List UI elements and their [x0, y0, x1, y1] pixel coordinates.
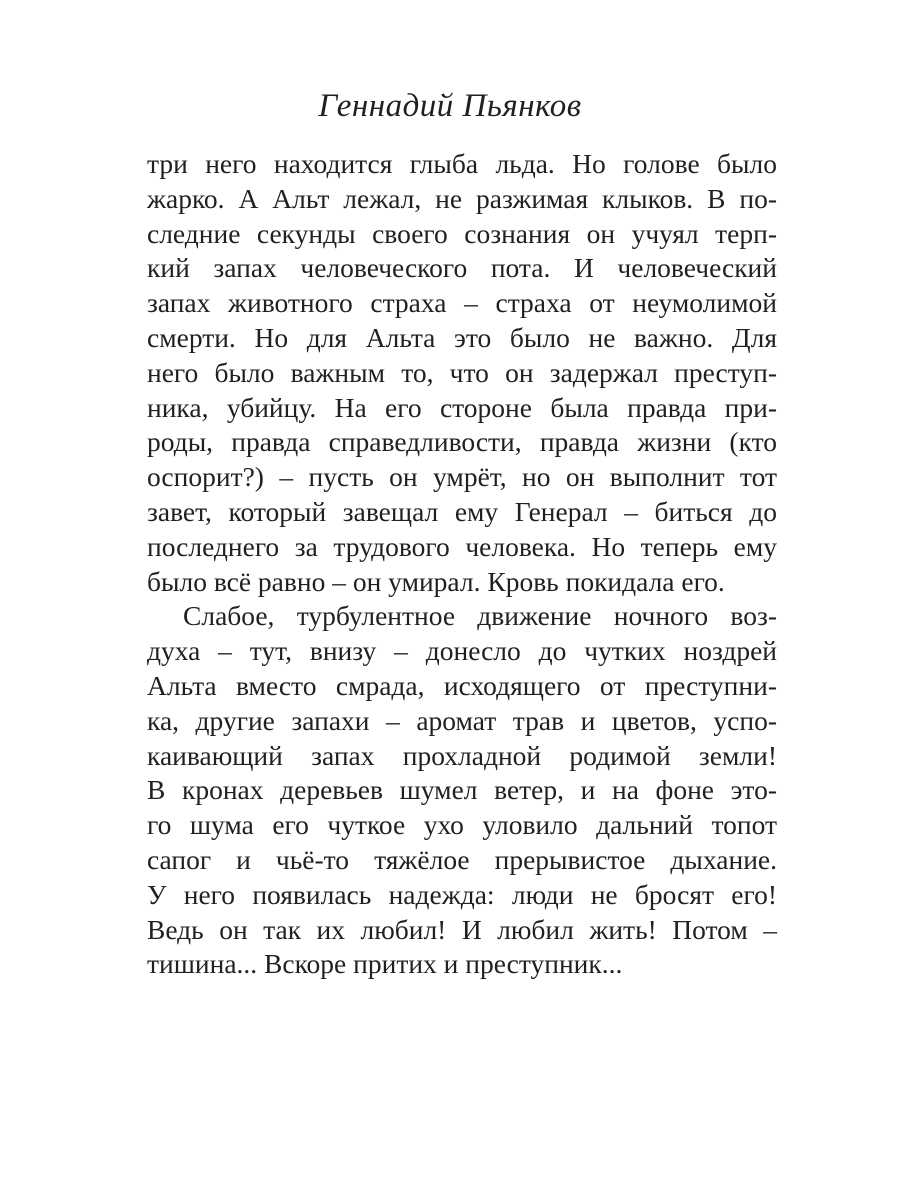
text-line: У него появилась надежда: люди не бросят его!: [147, 878, 777, 910]
text-line: ка, другие запахи – аромат трав и цветов, успо-: [147, 704, 777, 736]
text-line: запах животного страха – страха от неумолимой: [147, 287, 777, 319]
text-line: го шума его чуткое ухо уловило дальний топот: [147, 809, 777, 841]
text-line: последнего за трудового человека. Но теперь ему: [147, 530, 777, 562]
text-line: три него находится глыба льда. Но голове было: [147, 148, 777, 179]
text-line: смерти. Но для Альта это было не важно. Для: [147, 321, 777, 353]
text-line: В кронах деревьев шумел ветер, и на фоне это-: [147, 774, 777, 806]
page-body-text: [147, 147, 777, 982]
text-line: кий запах человеческого пота. И человеческий: [147, 252, 777, 284]
running-header: Геннадий Пьянков: [318, 88, 582, 124]
text-line: было всё равно – он умирал. Кровь покидала его.: [147, 565, 725, 597]
text-line: сапог и чьё-то тяжёлое прерывистое дыхание.: [147, 843, 777, 875]
paragraph: [147, 147, 777, 599]
text-line: оспорит?) – пусть он умрёт, но он выполнит тот: [147, 461, 777, 493]
text-line: завет, который завещал ему Генерал – биться до: [147, 495, 777, 527]
text-line: жарко. А Альт лежал, не разжимая клыков. В по-: [147, 182, 777, 214]
text-line: него было важным то, что он задержал преступ-: [147, 356, 777, 388]
text-line: тишина... Вскоре притих и преступник...: [147, 948, 623, 980]
text-line: Слабое, турбулентное движение ночного воз-: [183, 600, 777, 632]
text-line: Альта вместо смрада, исходящего от преступни-: [147, 669, 777, 701]
paragraph: [147, 599, 777, 982]
text-line: следние секунды своего сознания он учуял терп-: [147, 217, 777, 249]
text-line: каивающий запах прохладной родимой земли!: [147, 739, 777, 771]
text-line: роды, правда справедливости, правда жизни (кто: [147, 426, 777, 458]
text-line: ника, убийцу. На его стороне была правда при-: [147, 391, 777, 423]
text-line: Ведь он так их любил! И любил жить! Потом –: [147, 913, 777, 945]
text-line: духа – тут, внизу – донесло до чутких ноздрей: [147, 635, 777, 667]
